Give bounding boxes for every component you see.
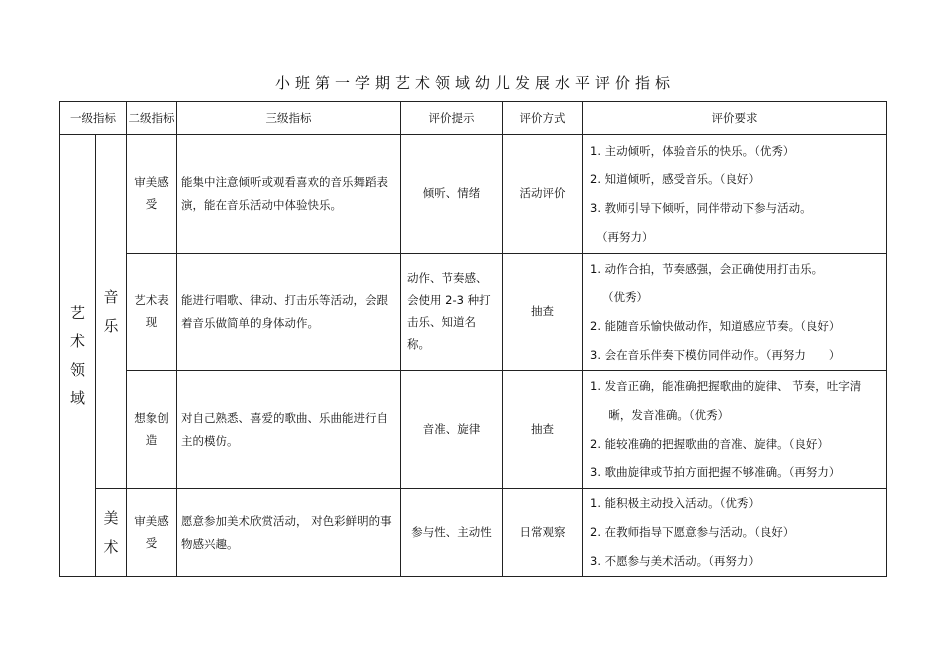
method-cell: 日常观察 [503,489,583,577]
table-row [60,254,887,371]
level2-cell: 艺术表现 [127,254,177,371]
level1-label: 艺术领域 [70,303,86,407]
level3-cell: 对自己熟悉、喜爱的歌曲、乐曲能进行自主的模仿。 [177,371,401,489]
requirement-line: （优秀） [602,290,648,305]
level2-music-label: 音乐 [103,288,119,335]
level2-cell: 审美感受 [127,135,177,254]
requirement-cell [583,135,887,254]
header-level3: 三级指标 [177,102,401,135]
header-row [60,102,887,135]
requirement-cell [583,371,887,489]
hint-cell: 音准、旋律 [401,371,503,489]
table-row [60,135,887,254]
level2-music-cell [96,135,127,489]
method-cell: 抽查 [503,371,583,489]
level2-art-cell [96,489,127,577]
table-row [60,489,887,577]
requirement-line: （再努力） [596,229,654,244]
header-requirement: 评价要求 [583,102,887,135]
hint-cell: 倾听、情绪 [401,135,503,254]
requirement-line: 1. 能积极主动投入活动。（优秀） [590,496,760,511]
requirement-line: 3. 会在音乐伴奏下模仿同伴动作。（再努力 ） [590,347,841,362]
table-row [60,371,887,489]
requirement-line: 2. 能随音乐愉快做动作，知道感应节奏。（良好） [590,319,841,333]
header-method: 评价方式 [503,102,583,135]
requirement-line: 3. 教师引导下倾听，同伴带动下参与活动。 [590,201,812,215]
header-level2: 二级指标 [127,102,177,135]
requirement-line: 2. 能较准确的把握歌曲的音准、旋律。（良好） [590,436,829,451]
requirement-cell [583,489,887,577]
level2-art-label: 美术 [103,509,119,556]
level2-cell: 审美感受 [127,489,177,577]
requirement-line: 3. 不愿参与美术活动。（再努力） [590,553,760,568]
level2-cell: 想象创造 [127,371,177,489]
requirement-line: 3. 歌曲旋律或节拍方面把握不够准确。（再努力） [590,465,841,480]
header-level1: 一级指标 [60,102,127,135]
requirement-line: 2. 在教师指导下愿意参与活动。（良好） [590,525,795,540]
page-title: 小班第一学期艺术领域幼儿发展水平评价指标 [274,74,675,92]
level3-cell: 能集中注意倾听或观看喜欢的音乐舞蹈表演，能在音乐活动中体验快乐。 [177,135,401,254]
requirement-line: 1. 动作合拍，节奏感强，会正确使用打击乐。 [590,261,824,276]
hint-cell: 动作、节奏感、会使用 2-3 种打击乐、知道名称。 [401,254,503,371]
evaluation-table [59,101,887,577]
level3-cell: 愿意参加美术欣赏活动， 对色彩鲜明的事物感兴趣。 [177,489,401,577]
method-cell: 抽查 [503,254,583,371]
level1-cell [60,135,96,577]
header-hint: 评价提示 [401,102,503,135]
requirement-line: 2. 知道倾听，感受音乐。（良好） [590,172,760,187]
hint-cell: 参与性、主动性 [401,489,503,577]
requirement-line: 1. 主动倾听，体验音乐的快乐。（优秀） [590,143,795,158]
method-cell: 活动评价 [503,135,583,254]
level3-cell: 能进行唱歌、律动、打击乐等活动，会跟着音乐做简单的身体动作。 [177,254,401,371]
requirement-cell [583,254,887,371]
requirement-line: 1. 发音正确，能准确把握歌曲的旋律、 节奏，吐字清晰，发音准确。（优秀） [590,379,862,422]
